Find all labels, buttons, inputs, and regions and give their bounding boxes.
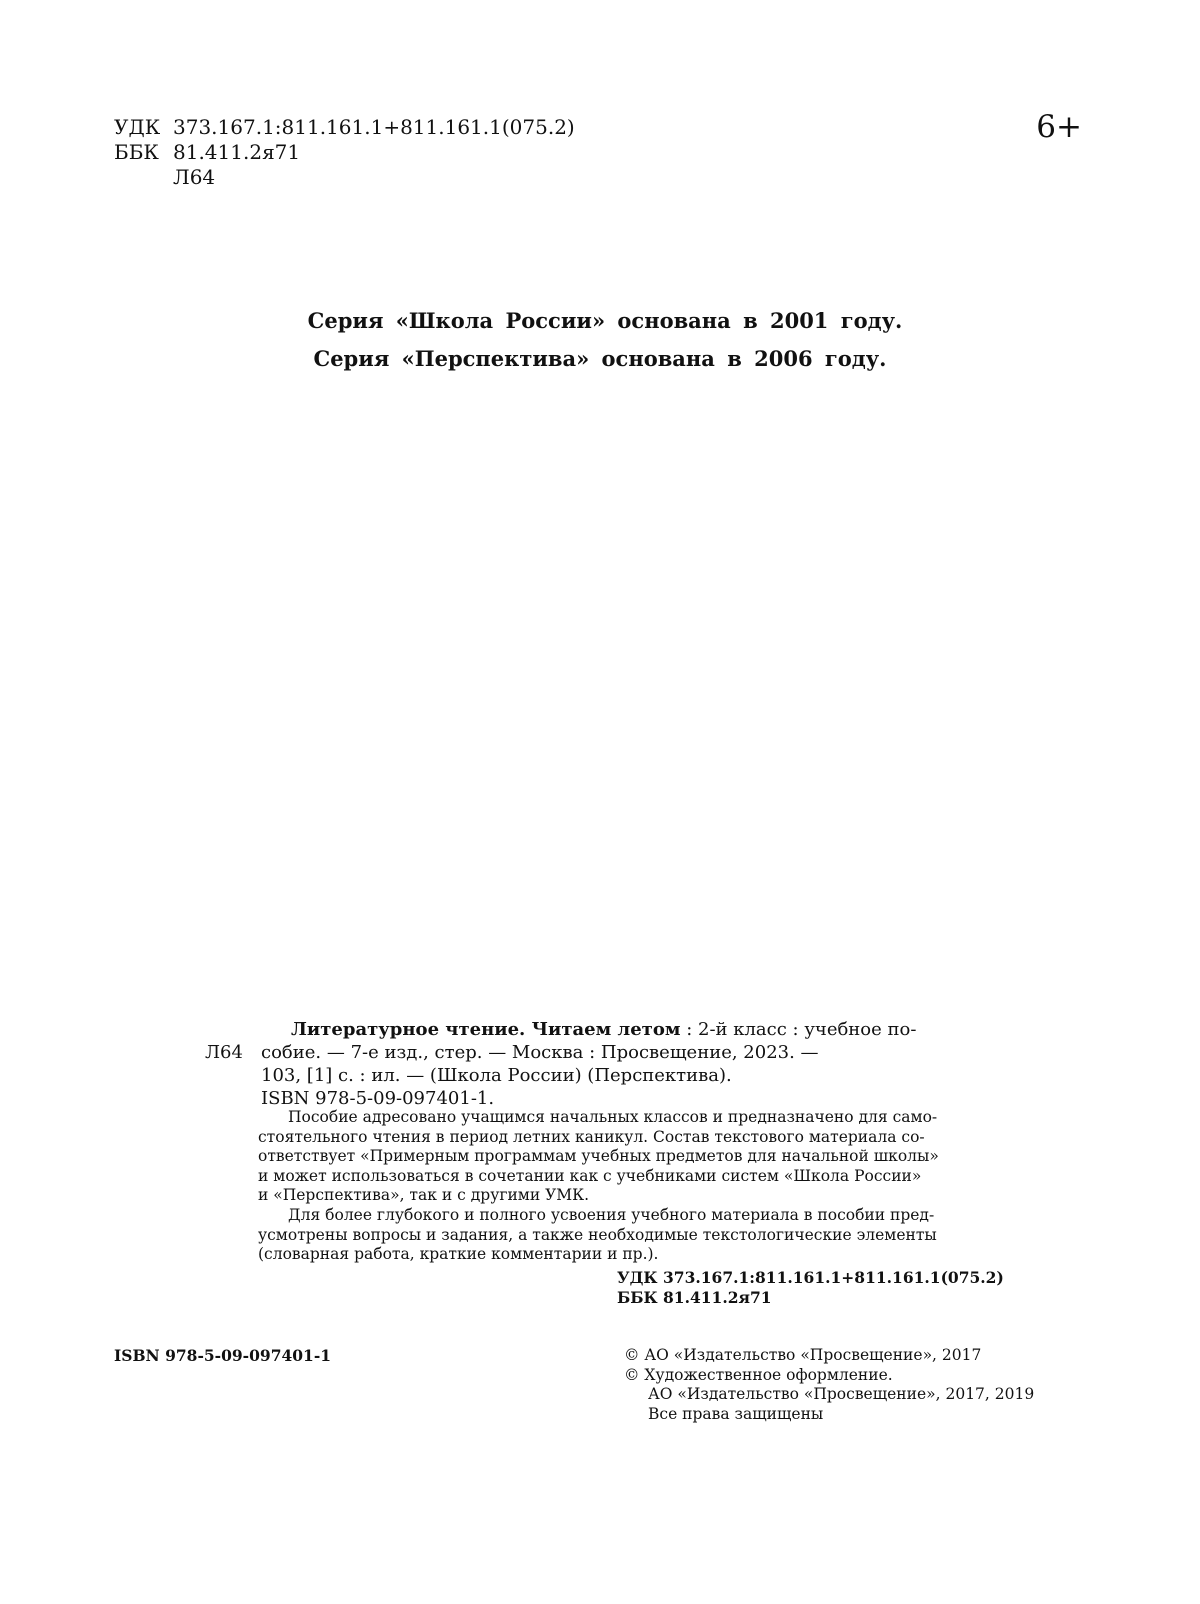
udk-row <box>114 115 575 140</box>
annotation-line: ответствует «Примерным программам учебных предметов для начальной школы» <box>258 1147 939 1166</box>
series-info <box>0 302 1200 378</box>
author-mark-cipher: Л64 <box>205 1042 243 1063</box>
bbk-row-bottom <box>617 1288 1004 1308</box>
annotation <box>258 1108 993 1265</box>
series-line-2: Серия «Перспектива» основана в 2006 году. <box>313 346 887 371</box>
udk-label: УДК <box>114 115 161 139</box>
bottom-classification-block <box>617 1268 1004 1307</box>
annotation-line: Для более глубокого и полного усвоения учебного материала в пособии пред- <box>288 1205 935 1224</box>
annotation-line: усмотрены вопросы и задания, а также необходимые текстологические элементы <box>258 1225 937 1244</box>
isbn-bottom: ISBN 978-5-09-097401-1 <box>114 1346 332 1365</box>
book-title: Литературное чтение. Читаем летом <box>291 1019 681 1040</box>
annotation-line: стоятельного чтения в период летних каникул. Состав текстового материала со- <box>258 1127 925 1146</box>
biblio-line-1 <box>261 1018 995 1041</box>
copyright-block <box>624 1346 1034 1424</box>
annotation-line: Пособие адресовано учащимся начальных классов и предназначено для само- <box>288 1108 938 1126</box>
author-mark: Л64 <box>173 165 216 189</box>
age-rating: 6+ <box>1036 109 1082 145</box>
copyright-line-1: © АО «Издательство «Просвещение», 2017 <box>624 1346 982 1364</box>
udk-label-bottom: УДК <box>617 1268 658 1287</box>
top-classification-block <box>114 115 575 190</box>
bbk-label: ББК <box>114 140 159 164</box>
series-line-1: Серия «Школа России» основана в 2001 году. <box>307 308 903 333</box>
udk-value-bottom: 373.167.1:811.161.1+811.161.1(075.2) <box>663 1268 1004 1287</box>
annotation-line: и «Перспектива», так и с другими УМК. <box>258 1186 590 1205</box>
biblio-line-2: собие. — 7-е изд., стер. — Москва : Просвещение, 2023. — <box>261 1042 819 1063</box>
udk-value: 373.167.1:811.161.1+811.161.1(075.2) <box>173 115 575 139</box>
copyright-line-2: © Художественное оформление. <box>624 1365 893 1384</box>
biblio-line-3: 103, [1] с. : ил. — (Школа России) (Перспектива). <box>261 1065 732 1086</box>
bibliographic-entry <box>205 1018 995 1110</box>
bbk-value: 81.411.2я71 <box>173 140 301 164</box>
biblio-line-1-rest: : 2-й класс : учебное по- <box>680 1019 917 1040</box>
annotation-line: и может использоваться в сочетании как с учебниками систем «Школа России» <box>258 1166 922 1185</box>
bbk-value-bottom: 81.411.2я71 <box>663 1287 772 1307</box>
copyright-line-3: АО «Издательство «Просвещение», 2017, 2019 <box>648 1385 1035 1404</box>
annotation-line: (словарная работа, краткие комментарии и пр.). <box>258 1245 659 1264</box>
copyright-line-4: Все права защищены <box>648 1404 824 1423</box>
author-mark-row <box>114 165 575 190</box>
bbk-label-bottom: ББК <box>617 1287 658 1307</box>
udk-row-bottom <box>617 1268 1004 1288</box>
bbk-row <box>114 140 575 165</box>
biblio-isbn: ISBN 978-5-09-097401-1. <box>261 1088 495 1109</box>
